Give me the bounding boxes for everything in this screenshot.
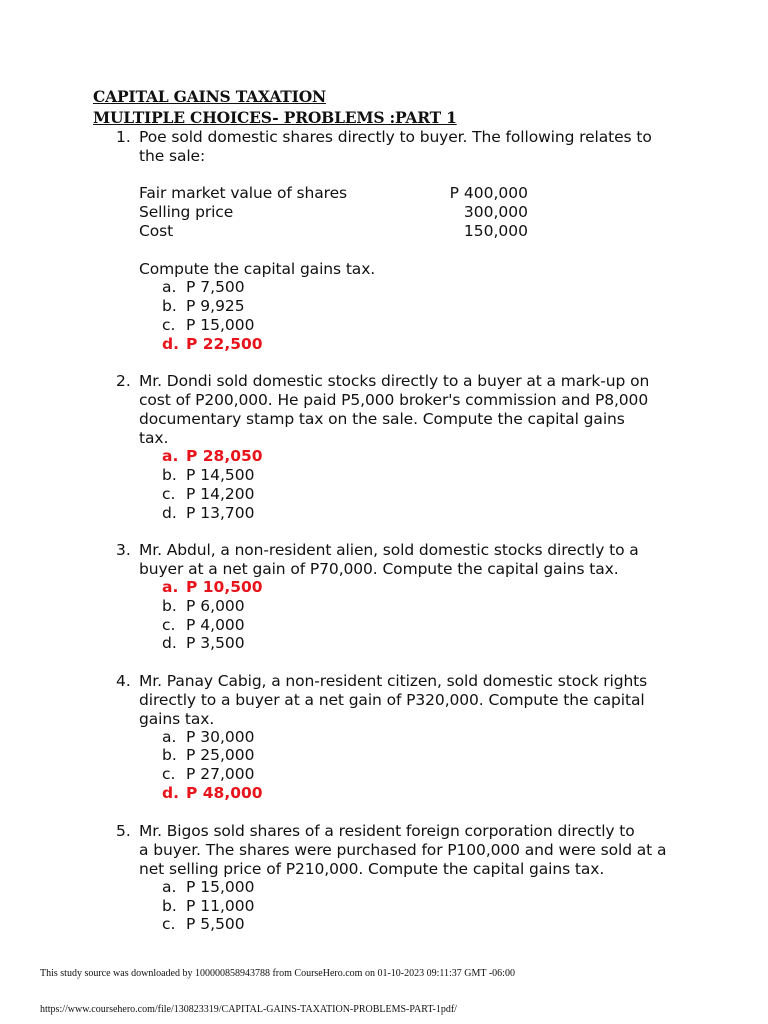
- table-label: Fair market value of shares: [139, 184, 348, 202]
- option-b: b. P 14,500: [162, 466, 255, 484]
- table-value: 150,000: [463, 222, 528, 240]
- question-text-line: directly to a buyer at a net gain of P320,000. Compute the capital: [139, 691, 645, 709]
- option-a: a. P 7,500: [162, 278, 245, 296]
- question-number: 3.: [116, 541, 131, 559]
- option-a: a. P 30,000: [162, 728, 255, 746]
- option-b: b. P 25,000: [162, 746, 255, 764]
- question-text-line: documentary stamp tax on the sale. Compute the capital gains: [139, 410, 625, 428]
- table-label: Cost: [139, 222, 174, 240]
- question-prompt: Compute the capital gains tax.: [139, 260, 376, 278]
- question-text-line: buyer at a net gain of P70,000. Compute the capital gains tax.: [139, 560, 619, 578]
- question-number: 2.: [116, 372, 131, 390]
- download-source-note: This study source was downloaded by 100000858943788 from CourseHero.com on 01-10-2023 09:11:37 GMT -06:00: [40, 968, 515, 979]
- question-number: 1.: [116, 128, 131, 146]
- question-text-line: Mr. Panay Cabig, a non-resident citizen, sold domestic stock rights: [139, 672, 648, 690]
- question-text-line: Mr. Dondi sold domestic stocks directly to a buyer at a mark-up on: [139, 372, 650, 390]
- document-title: CAPITAL GAINS TAXATION: [93, 87, 326, 106]
- option-b: b. P 9,925: [162, 297, 245, 315]
- question-text-line: gains tax.: [139, 710, 215, 728]
- option-c: c. P 27,000: [162, 765, 255, 783]
- source-url-link[interactable]: https://www.coursehero.com/file/130823319/CAPITAL-GAINS-TAXATION-PROBLEMS-PART-1pdf/: [40, 1004, 457, 1015]
- option-d-answer: d. P 48,000: [162, 784, 263, 802]
- option-a: a. P 15,000: [162, 878, 255, 896]
- question-text-line: Mr. Abdul, a non-resident alien, sold domestic stocks directly to a: [139, 541, 639, 559]
- question-text-line: cost of P200,000. He paid P5,000 broker's commission and P8,000: [139, 391, 649, 409]
- question-text-line: Mr. Bigos sold shares of a resident foreign corporation directly to: [139, 822, 635, 840]
- question-text-line: the sale:: [139, 147, 206, 165]
- option-d: d. P 3,500: [162, 634, 245, 652]
- option-c: c. P 14,200: [162, 485, 255, 503]
- table-value: P 400,000: [449, 184, 528, 202]
- question-number: 5.: [116, 822, 131, 840]
- question-text-line: net selling price of P210,000. Compute the capital gains tax.: [139, 860, 605, 878]
- option-a-answer: a. P 10,500: [162, 578, 263, 596]
- option-a-answer: a. P 28,050: [162, 447, 263, 465]
- option-c: c. P 15,000: [162, 316, 255, 334]
- question-text-line: Poe sold domestic shares directly to buyer. The following relates to: [139, 128, 652, 146]
- question-text-line: a buyer. The shares were purchased for P100,000 and were sold at a: [139, 841, 667, 859]
- question-text-line: tax.: [139, 429, 169, 447]
- option-b: b. P 6,000: [162, 597, 245, 615]
- option-c: c. P 4,000: [162, 616, 245, 634]
- table-value: 300,000: [463, 203, 528, 221]
- option-c: c. P 5,500: [162, 915, 245, 933]
- option-d-answer: d. P 22,500: [162, 335, 263, 353]
- table-label: Selling price: [139, 203, 234, 221]
- document-subtitle: MULTIPLE CHOICES- PROBLEMS :PART 1: [93, 108, 457, 127]
- option-b: b. P 11,000: [162, 897, 255, 915]
- option-d: d. P 13,700: [162, 504, 255, 522]
- question-number: 4.: [116, 672, 131, 690]
